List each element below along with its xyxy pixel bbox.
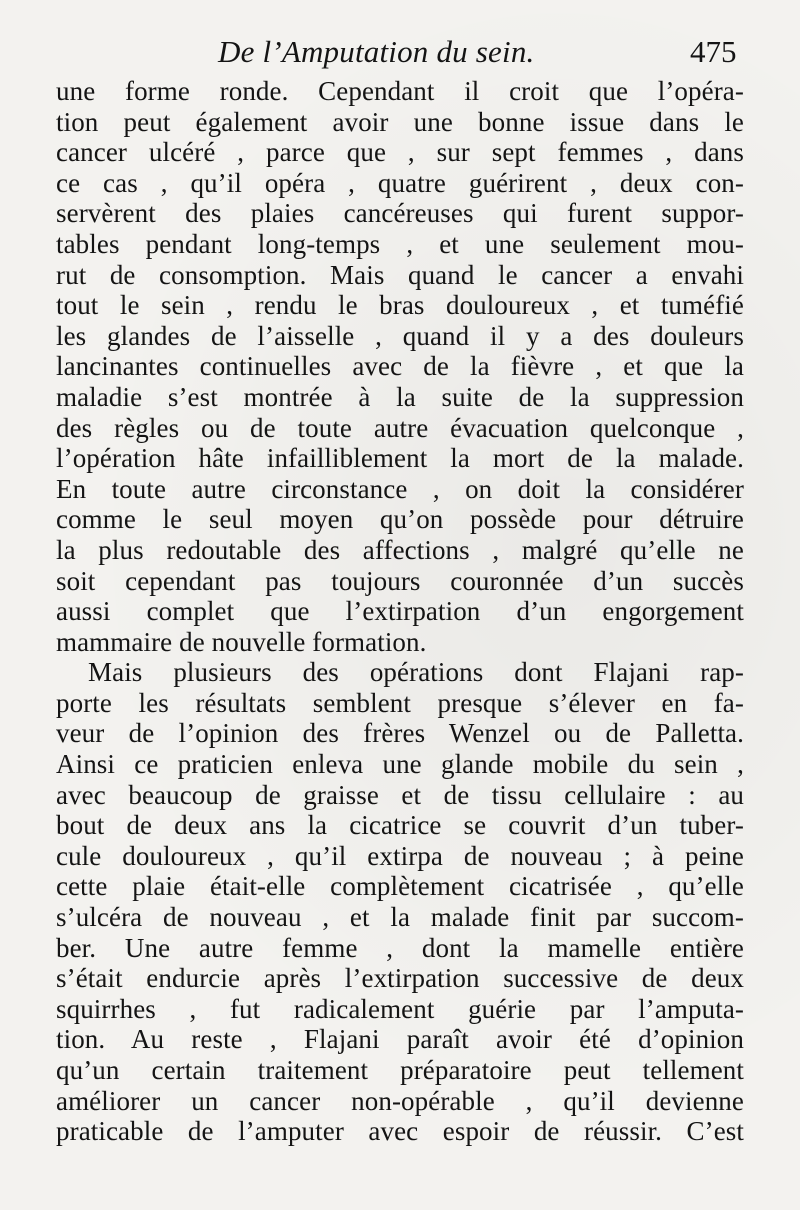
text-line: comme le seul moyen qu’on possède pour détruire — [56, 504, 744, 535]
running-title: De l’Amputation du sein. — [218, 34, 535, 69]
text-line: cancer ulcéré , parce que , sur sept femmes , dans — [56, 137, 744, 168]
text-line: squirrhes , fut radicalement guérie par l’amputa- — [56, 993, 744, 1024]
text-line: bout de deux ans la cicatrice se couvrit d’un tuber- — [56, 810, 744, 841]
text-line: tion peut également avoir une bonne issue dans le — [56, 106, 744, 137]
text-line: En toute autre circonstance , on doit la considérer — [56, 473, 744, 504]
text-line: s’ulcéra de nouveau , et la malade finit par succom- — [56, 902, 744, 933]
text-line: l’opération hâte infailliblement la mort de la malade. — [56, 443, 744, 474]
text-line: veur de l’opinion des frères Wenzel ou de Palletta. — [56, 718, 744, 749]
text-line: lancinantes continuelles avec de la fièvre , et que la — [56, 351, 744, 382]
text-line: ber. Une autre femme , dont la mamelle entière — [56, 932, 744, 963]
text-line: porte les résultats semblent presque s’élever en fa- — [56, 687, 744, 718]
text-line: améliorer un cancer non-opérable , qu’il devienne — [56, 1085, 744, 1116]
text-line: soit cependant pas toujours couronnée d’un succès — [56, 565, 744, 596]
text-line: aussi complet que l’extirpation d’un engorgement — [56, 596, 744, 627]
text-line: cette plaie était-elle complètement cicatrisée , qu’elle — [56, 871, 744, 902]
text-line: mammaire de nouvelle formation. — [56, 626, 427, 657]
text-line: une forme ronde. Cependant il croit que l’opéra- — [56, 76, 744, 106]
text-line: la plus redoutable des affections , malgré qu’elle ne — [56, 534, 744, 565]
body-text — [56, 76, 744, 1147]
running-head — [0, 30, 800, 74]
text-line: rut de consomption. Mais quand le cancer a envahi — [56, 259, 744, 290]
text-line: avec beaucoup de graisse et de tissu cellulaire : au — [56, 779, 744, 810]
text-line: des règles ou de toute autre évacuation quelconque , — [56, 412, 744, 443]
text-line: tout le sein , rendu le bras douloureux , et tuméfié — [56, 290, 744, 321]
text-line: les glandes de l’aisselle , quand il y a des douleurs — [56, 320, 744, 351]
text-line: cule douloureux , qu’il extirpa de nouveau ; à peine — [56, 840, 744, 871]
text-line: ce cas , qu’il opéra , quatre guérirent , deux con- — [56, 167, 744, 198]
text-line: maladie s’est montrée à la suite de la suppression — [56, 381, 744, 412]
text-line: tables pendant long-temps , et une seulement mou- — [56, 228, 744, 259]
text-line: qu’un certain traitement préparatoire peut tellement — [56, 1055, 744, 1085]
paragraph-start-line: Mais plusieurs des opérations dont Flajani rap- — [88, 657, 744, 688]
text-line: tion. Au reste , Flajani paraît avoir été d’opinion — [56, 1024, 744, 1055]
text-line: servèrent des plaies cancéreuses qui furent suppor- — [56, 198, 744, 229]
text-line: Ainsi ce praticien enleva une glande mobile du sein , — [56, 749, 744, 780]
text-line: praticable de l’amputer avec espoir de réussir. C’est — [56, 1116, 744, 1147]
page-number: 475 — [690, 34, 737, 69]
text-line: s’était endurcie après l’extirpation successive de deux — [56, 963, 744, 994]
